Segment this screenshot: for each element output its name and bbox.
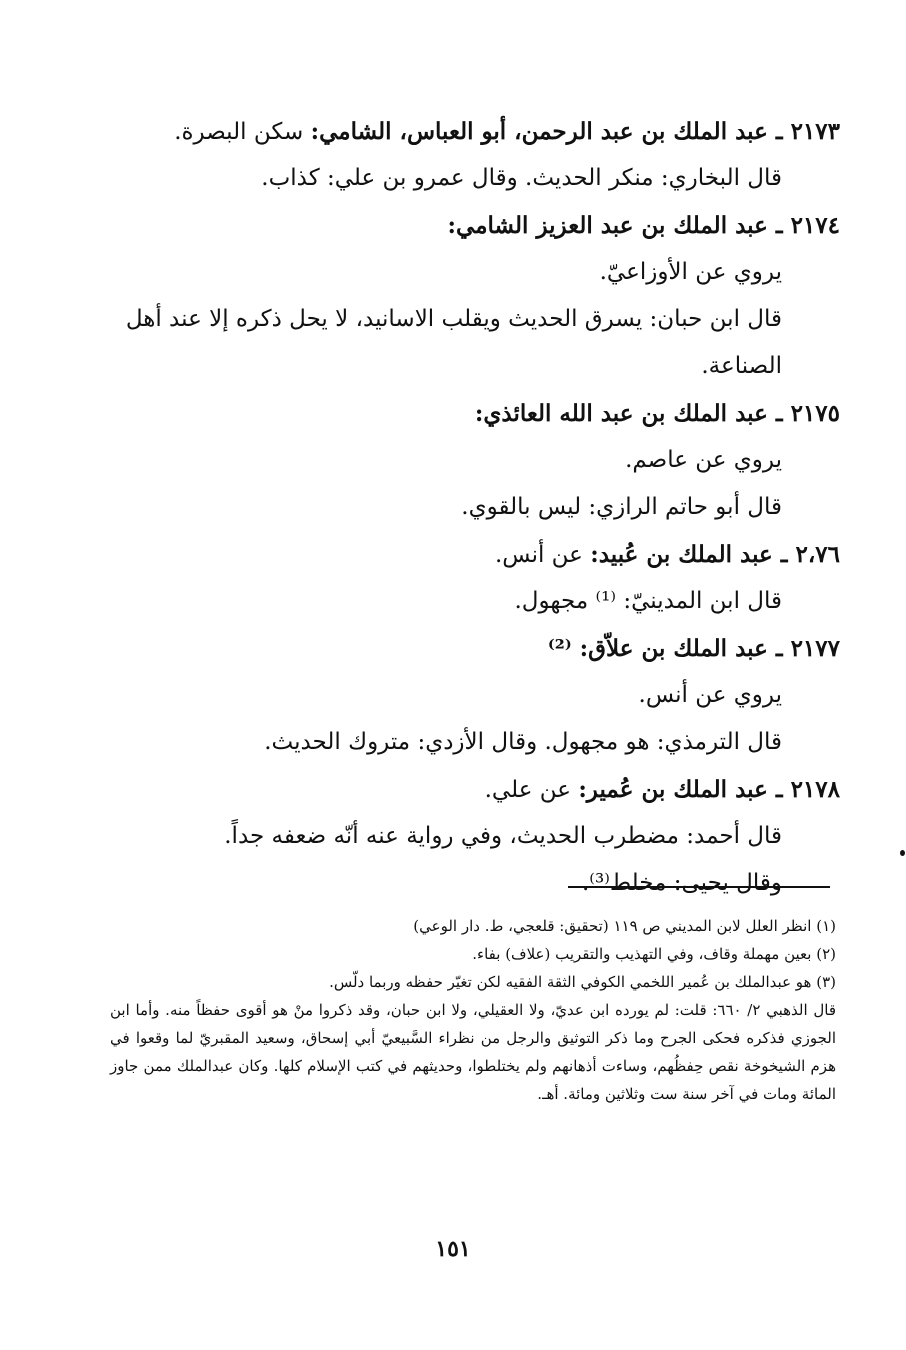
entry-heading [110, 531, 840, 578]
entry-heading [110, 202, 840, 249]
margin-mark [900, 850, 905, 856]
entry-line: قال الترمذي: هو مجهول. وقال الأزدي: متروك الحديث. [264, 729, 782, 755]
entry-heading-tail: عن علي. [484, 777, 579, 803]
footnote: (٢) بعين مهملة وقاف، وفي التهذيب والتقريب (علاف) بفاء. [472, 945, 836, 963]
entry-line: قال البخاري: منكر الحديث. وقال عمرو بن علي: كذاب. [261, 165, 782, 191]
footnote-separator [568, 886, 830, 888]
entry-line: قال أحمد: مضطرب الحديث، وفي رواية عنه أنّه ضعفه جداً. [224, 823, 782, 849]
main-text [110, 108, 840, 907]
footnote: (٣) هو عبدالملك بن عُمير اللخمي الكوفي الثقة الفقيه لكن تغيّر حفظه وربما دلّس. [329, 973, 836, 991]
entry-line: قال أبو حاتم الرازي: ليس بالقوي. [461, 494, 782, 520]
entry-title: ٢١٧٤ ـ عبد الملك بن عبد العزيز الشامي: [447, 212, 840, 239]
entry-line: قال ابن المدينيّ: ⁽¹⁾ مجهول. [514, 588, 782, 614]
entry-line: يروي عن عاصم. [625, 447, 782, 473]
entry-line: قال ابن حبان: يسرق الحديث ويقلب الاسانيد، لا يحل ذكره إلا عند أهل الصناعة. [125, 306, 782, 379]
footnote-body: قال الذهبي ٢/ ٦٦٠: قلت: لم يورده ابن عديّ، ولا العقيلي، ولا ابن حبان، وقد ذكروا منْ هو أقوى حفظاً منه. وأما ابن الجوزي فذكره فحكى الجرح وما ذكر التوثيق والرجل من نظراء السَّبيعيّ أبي إسحاق، وسعيد المقبريّ لما وقعوا في هزم الشيخوخة نقص حِفظُهم، وساءت أذهانهم ولم يختلطوا، وحديثهم في كتب الإسلام كلها. وكان عبدالملك ممن جاوز المائة ومات في آخر سنة ست وثلاثين ومائة. أهـ. [110, 1001, 837, 1103]
entry-title: ٢١٧٧ ـ عبد الملك بن علاّق: ⁽²⁾ [547, 635, 840, 662]
footnote: (١) انظر العلل لابن المديني ص ١١٩ (تحقيق: قلعجي، ط. دار الوعي) [413, 917, 836, 935]
entry-title: ٢١٧٨ ـ عبد الملك بن عُمير: [578, 776, 840, 803]
entry-line: يروي عن أنس. [638, 682, 782, 708]
entry-title: ٢،٧٦ ـ عبد الملك بن عُبيد: [590, 541, 840, 568]
entry-title: ٢١٧٣ ـ عبد الملك بن عبد الرحمن، أبو العباس، الشامي: [310, 118, 840, 145]
entry-heading [110, 390, 840, 437]
entry-heading [110, 766, 840, 813]
footnotes [110, 912, 836, 1108]
entry-line: وقال يحيى: مخلط⁽³⁾. [581, 870, 782, 896]
entry-heading-tail: عن أنس. [494, 542, 591, 568]
entry-line: يروي عن الأوزاعيّ. [599, 259, 782, 285]
entry-heading [110, 625, 840, 672]
entry-heading-tail: سكن البصرة. [174, 119, 311, 145]
entry-heading [110, 108, 840, 155]
page-number: ١٥١ [435, 1236, 471, 1262]
entry-title: ٢١٧٥ ـ عبد الملك بن عبد الله العائذي: [474, 400, 840, 427]
